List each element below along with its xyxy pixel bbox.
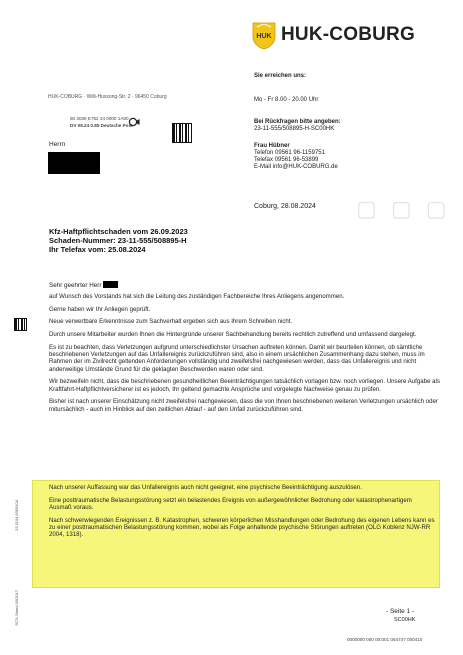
postal-line-2: DV 08.24 0.85 Deutsche Post bbox=[70, 123, 133, 128]
brand-name: HUK-COBURG bbox=[281, 24, 415, 45]
paragraph-7: Bisher ist nach unserer Einschätzung nicht zweifelsfrei nachgewiesen, dass die von Ihnen beschriebenen weiteren Verletzungen ursächlich oder mitursächlich - auch im Hinblick auf den zeitlichen Ablauf - auf den Unfall zurückzuführen sind. bbox=[49, 398, 438, 413]
shield-label: HUK bbox=[256, 33, 272, 40]
contact-phone: Telefon 09561 96-1159751 bbox=[254, 150, 325, 156]
subject-block bbox=[49, 228, 309, 254]
margin-qr-code bbox=[14, 318, 27, 331]
paragraph-1: auf Wunsch des Vorstands hat sich die Leitung des zuständigen Fachbereiche Ihres Anliegens angenommen. bbox=[49, 293, 345, 300]
paragraph-2: Gerne haben wir Ihr Anliegen geprüft. bbox=[49, 305, 151, 313]
reference-number: 23-11-555/508895-H-SC00HK bbox=[254, 126, 335, 132]
sender-line: HUK-COBURG · Willi-Hussong-Str. 2 · 96450 Coburg bbox=[48, 94, 167, 100]
side-code-lower: SCN Stand 30/2017 bbox=[14, 590, 19, 626]
faint-watermark: ▢ ▢ ▢ bbox=[356, 196, 451, 221]
recipient-salutation: Herrn bbox=[49, 141, 66, 148]
place-date: Coburg, 28.08.2024 bbox=[254, 203, 316, 210]
recipient-redaction bbox=[48, 152, 100, 174]
highlighted-paragraph-2: Eine posttraumatische Belastungsstörung setzt ein belastendes Ereignis von außergewöhnlicher Bedrohung oder katastrophenartigem Ausmaß voraus. bbox=[49, 496, 412, 511]
footer-code: SC00HK bbox=[394, 617, 416, 623]
contact-email[interactable]: E-Mail info@HUK-COBURG.de bbox=[254, 164, 338, 170]
highlighted-paragraph-3: Nach schwerwiegenden Ereignissen z. B. Katastrophen, schweren körperlichen Misshandlungen oder Bedrohung des eigenen Lebens kann es zu einer posttraumatischen Belastungsstörung kommen, wobei als Folge anhaltende psychische Störungen auftreten (OLG Koblenz NJW-RR 2004, 1318). bbox=[49, 516, 435, 539]
footer-barcode-text: 0000000 000 00:001 054747 000410 bbox=[347, 637, 423, 642]
contact-fax: Telefax 09561 96-53899 bbox=[254, 157, 319, 163]
reference-label: Bei Rückfragen bitte angeben: bbox=[254, 119, 341, 125]
paragraph-6: Wir bezweifeln nicht, dass die beschriebenen gesundheitlichen Beeinträchtigungen tatsächlich vorlagen bzw. noch vorliegen. Unsere Aufgabe als Kraftfahrt-Haftpflichtversicherer ist es jedoch, Ihr geltend gemachte Ansprüche und vorgelegte Nachweise genau zu prüfen. bbox=[49, 378, 440, 393]
reach-label: Sie erreichen uns: bbox=[254, 73, 307, 79]
highlighted-body bbox=[49, 484, 435, 544]
letter-qr-code bbox=[172, 123, 192, 143]
postal-line-1: 50 3039 E752 34 0000 1A80 bbox=[70, 116, 129, 121]
subject-line-3: Ihr Telefax vom: 25.08.2024 bbox=[49, 244, 146, 254]
side-code-upper: 23 1104 6059104 bbox=[14, 500, 19, 531]
paragraph-3: Neue verwertbare Erkenntnisse zum Sachverhalt ergeben sich aus Ihrem Schreiben nicht. bbox=[49, 318, 293, 326]
paragraph-4: Durch unsere Mitarbeiter wurden Ihnen die Hintergründe unserer Sachbehandlung bereits rechtlich zutreffend und umfassend dargelegt. bbox=[49, 331, 417, 339]
subject-line-2: Schaden-Nummer: 23-11-555/508895-H bbox=[49, 235, 187, 245]
salutation bbox=[49, 281, 118, 289]
contact-person: Frau Hübner bbox=[254, 143, 290, 149]
letter-body bbox=[49, 293, 441, 418]
subject-line-1: Kfz-Haftpflichtschaden vom 26.09.2023 bbox=[49, 227, 188, 236]
huk-shield-logo-icon bbox=[252, 20, 276, 50]
page-number: - Seite 1 - bbox=[386, 608, 415, 615]
highlighted-paragraph-1: Nach unserer Auffassung war das Unfallereignis auch nicht geeignet, eine psychische Beeinträchtigung auszulösen. bbox=[49, 484, 362, 491]
paragraph-5: Es ist zu beachten, dass Verletzungen aufgrund unterschiedlichster Ursachen auftreten können. Damit wir beurteilen können, ob sämtliche beschriebenen Verletzungen auf das Unfallereignis zurückzuführen sind, also in einem ursächlichen Zusammenhang dazu stehen, muss im Rahmen der im Zivilrecht geltenden Anforderungen vollständig und zweifelsfrei nachgewiesen werden, dass das Unfallereignis und nicht anderweitige Umstände Grund für die geklagten Beschwerden waren oder sind. bbox=[49, 343, 425, 373]
office-hours: Mo - Fr 8.00 - 20.00 Uhr bbox=[254, 97, 319, 103]
salutation-text: Sehr geehrter Herr bbox=[49, 282, 102, 289]
salutation-redaction bbox=[103, 281, 118, 288]
deutsche-post-horn-icon bbox=[128, 117, 140, 127]
